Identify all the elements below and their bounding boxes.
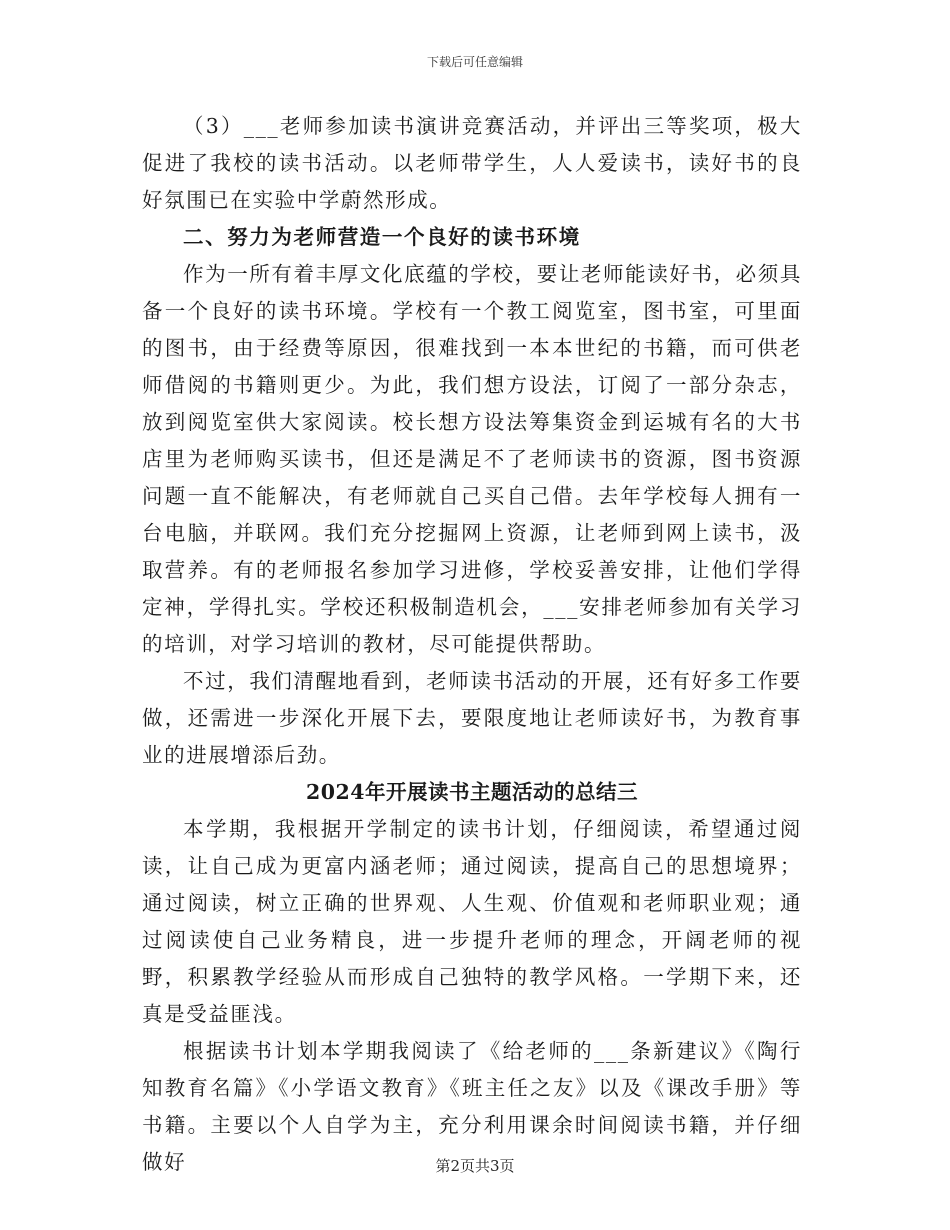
page-header-note: 下载后可任意编辑 bbox=[426, 55, 523, 69]
section-heading-reading-environment: 二、努力为老师营造一个良好的读书环境 bbox=[183, 225, 581, 249]
paragraph-reading-contest: （3）___老师参加读书演讲竞赛活动，并评出三等奖项，极大促进了我校的读书活动。以老师带学生，人人爱读书，读好书的良好氛围已在实验中学蔚然形成。 bbox=[142, 114, 802, 212]
page-footer-page-number: 第2页共3页 bbox=[435, 1157, 515, 1175]
paragraph-books-read: 根据读书计划本学期我阅读了《给老师的___条新建议》《陶行知教育名篇》《小学语文教育》《班主任之友》以及《课改手册》等书籍。主要以个人自学为主，充分利用课余时间阅读书籍，并仔细做好 bbox=[142, 1039, 802, 1174]
paragraph-semester-plan: 本学期，我根据开学制定的读书计划，仔细阅读，希望通过阅读，让自己成为更富内涵老师；通过阅读，提高自己的思想境界；通过阅读，树立正确的世界观、人生观、价值观和老师职业观；通过阅读使自己业务精良，进一步提升老师的理念，开阔老师的视野，积累教学经验从而形成自己独特的教学风格。一学期下来，还真是受益匪浅。 bbox=[142, 817, 802, 1026]
document-body bbox=[142, 108, 802, 1181]
paragraph-further-work: 不过，我们清醒地看到，老师读书活动的开展，还有好多工作要做，还需进一步深化开展下去，要限度地让老师读好书，为教育事业的进展增添后劲。 bbox=[142, 669, 802, 767]
summary-three-title: 2024年开展读书主题活动的总结三 bbox=[305, 780, 639, 804]
paragraph-reading-environment: 作为一所有着丰厚文化底蕴的学校，要让老师能读好书，必须具备一个良好的读书环境。学校有一个教工阅览室，图书室，可里面的图书，由于经费等原因，很难找到一本本世纪的书籍，而可供老师借阅的书籍则更少。为此，我们想方设法，订阅了一部分杂志，放到阅览室供大家阅读。校长想方设法筹集资金到运城有名的大书店里为老师购买读书，但还是满足不了老师读书的资源，图书资源问题一直不能解决，有老师就自己买自己借。去年学校每人拥有一台电脑，并联网。我们充分挖掘网上资源，让老师到网上读书，汲取营养。有的老师报名参加学习进修，学校妥善安排，让他们学得定神，学得扎实。学校还积极制造机会，___安排老师参加有关学习的培训，对学习培训的教材，尽可能提供帮助。 bbox=[142, 262, 802, 656]
